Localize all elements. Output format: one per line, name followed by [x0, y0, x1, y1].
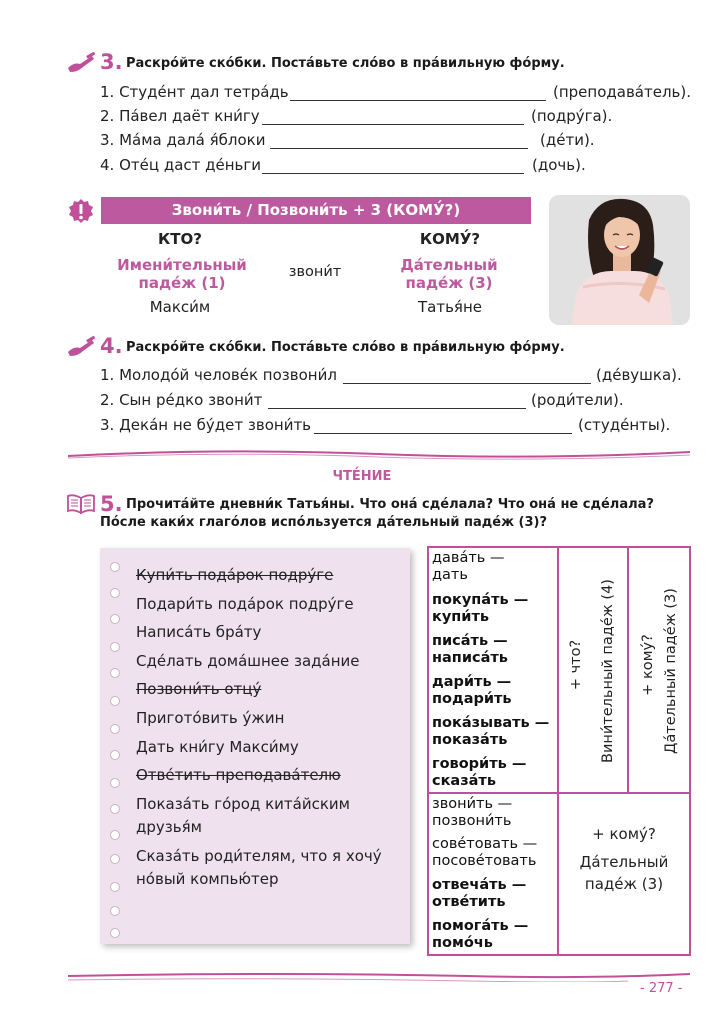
verb-pair: покупа́ть — купи́ть [432, 592, 529, 625]
exclamation-badge-icon [68, 198, 94, 224]
page-number: - 277 - [640, 981, 683, 996]
section-divider [68, 448, 690, 460]
rule-title-bar: Звони́ть / Позвони́ть + 3 (КОМУ́?) [101, 197, 531, 224]
task-4-hint-1: (де́вушка). [596, 366, 682, 384]
task-4-hint-3: (студе́нты). [578, 416, 671, 434]
diary-notebook [100, 548, 410, 944]
rule-verb: звони́т [288, 264, 342, 280]
task-3-hint-1: (преподава́тель). [553, 83, 692, 101]
writing-hand-icon [66, 336, 96, 358]
diary-item: Показа́ть го́род кита́йским друзья́м [136, 795, 350, 836]
girl-with-phone-photo [549, 195, 690, 325]
diary-item: Отве́тить преподава́телю [136, 766, 341, 784]
verb-pair: пока́зывать — показа́ть [432, 715, 550, 748]
bottom-question: + кому́? [592, 825, 656, 843]
verb-pair: помога́ть — помо́чь [432, 918, 529, 951]
task-5-number: 5. [100, 492, 123, 516]
diary-item: Написа́ть бра́ту [136, 623, 262, 641]
verb-pair: говори́ть — сказа́ть [432, 756, 527, 789]
answer-blank[interactable] [314, 419, 572, 434]
task-4-line-2: 2. Сын ре́дко звони́т [100, 391, 263, 409]
task-3-instruction: Раскро́йте ско́бки. Поста́вьте сло́во в пра́вильную фо́рму. [126, 56, 565, 71]
task-5-instruction-1: Прочита́йте дневни́к Татья́ны. Что она́ сде́лала? Что она́ не сде́лала? [126, 497, 654, 512]
rule-object: Татья́не [418, 298, 482, 316]
writing-hand-icon [66, 52, 96, 74]
verb-pair: отвеча́ть — отве́тить [432, 877, 527, 910]
task-3-hint-3: (де́ти). [540, 131, 595, 149]
open-book-icon [66, 494, 96, 514]
rule-whom: КОМУ́? [419, 230, 481, 248]
answer-blank[interactable] [290, 86, 546, 101]
diary-item: Подари́ть пода́рок подру́ге [136, 595, 354, 613]
task-4-instruction: Раскро́йте ско́бки. Поста́вьте сло́во в пра́вильную фо́рму. [126, 340, 565, 355]
rule-dative: Да́тельный паде́ж (3) [400, 256, 498, 292]
dative-case-label: Да́тельный паде́ж (3) [663, 588, 679, 754]
task-3-hint-4: (дочь). [532, 156, 586, 174]
verb-pair: дари́ть — подари́ть [432, 674, 512, 707]
verb-pair: сове́товать — посове́товать [432, 836, 538, 869]
verb-pair: писа́ть — написа́ть [432, 633, 508, 666]
bottom-case-line-2: паде́ж (3) [584, 875, 664, 893]
verb-pair: звони́ть — позвони́ть [432, 796, 513, 829]
task-3-number: 3. [100, 50, 123, 74]
accusative-case-label: Вини́тельный паде́ж (4) [600, 579, 616, 763]
task-4-line-3: 3. Дека́н не бу́дет звони́ть [100, 416, 312, 434]
diary-item: Купи́ть пода́рок подру́ге [136, 566, 334, 584]
task-5-instruction-2: По́сле каки́х глаго́лов испо́льзуется да́тельный паде́ж (3)? [100, 515, 548, 530]
bottom-case-line-1: Да́тельный [579, 853, 669, 871]
footer-divider [68, 970, 690, 982]
task-3-line-2: 2. Па́вел даёт кни́гу [100, 107, 260, 125]
answer-blank[interactable] [343, 369, 591, 384]
diary-item: Сде́лать дома́шнее зада́ние [136, 652, 360, 670]
question-whom: + кому́? [640, 634, 656, 696]
question-what: + что? [568, 639, 584, 691]
task-3-line-4: 4. Оте́ц даст де́ньги [100, 156, 262, 174]
diary-item: Пригото́вить у́жин [136, 709, 285, 727]
diary-item: Позвони́ть отцу́ [136, 680, 262, 698]
reading-header: ЧТЕ́НИЕ [332, 469, 392, 484]
task-4-number: 4. [100, 334, 123, 358]
verb-pair: дава́ть — дать [432, 550, 505, 583]
rule-nominative: Имени́тельный паде́ж (1) [117, 256, 247, 292]
diary-item: Сказа́ть роди́телям, что я хочу́ но́вый компью́тер [136, 847, 382, 888]
task-4-hint-2: (роди́тели). [531, 391, 624, 409]
task-3-line-1: 1. Студе́нт дал тетра́дь [100, 83, 289, 101]
rule-subject: Макси́м [149, 298, 211, 316]
answer-blank[interactable] [262, 159, 524, 174]
answer-blank[interactable] [270, 134, 528, 149]
rule-who: КТО? [158, 230, 202, 248]
answer-blank[interactable] [268, 394, 526, 409]
diary-item: Дать кни́гу Макси́му [136, 738, 299, 756]
task-4-line-1: 1. Молодо́й челове́к позвони́л [100, 366, 337, 384]
task-3-line-3: 3. Ма́ма дала́ я́блоки [100, 131, 266, 149]
answer-blank[interactable] [262, 110, 524, 125]
task-3-hint-2: (подру́га). [531, 107, 613, 125]
